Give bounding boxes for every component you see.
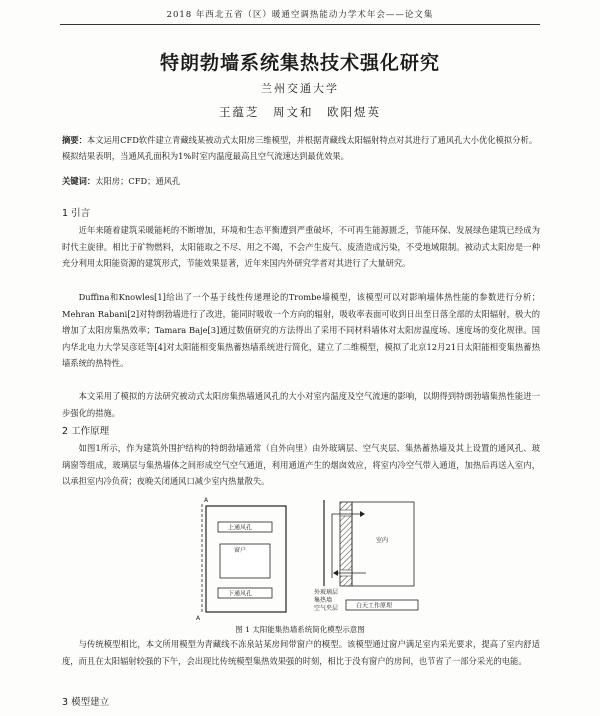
lower-vent-label: 下通风孔 — [228, 590, 253, 598]
indoor-label: 室内 — [376, 537, 389, 544]
air-gap-label: 空气夹层 — [314, 605, 339, 612]
abstract-text: 本文运用CFD软件建立青藏线某被动式太阳房三维模型，并根据青藏线太阳辐射特点对其进行了通风孔大小优化模拟分析。模拟结果表明，当通风孔面积为1%时室内温度最高且空气流速达到最优效果。 — [62, 135, 538, 161]
abstract — [62, 132, 540, 164]
heading-principle: 2 工作原理 — [62, 426, 110, 437]
section-mark-bottom: A — [196, 615, 201, 622]
figure-plan-view — [190, 492, 300, 622]
abstract-label: 摘要： — [62, 135, 87, 145]
day-principle-label: 白天工作原理 — [356, 602, 393, 610]
keywords — [62, 175, 540, 187]
authors: 王蕴芝 周文和 欧阳煜英 — [219, 105, 381, 119]
heading-model: 3 模型建立 — [62, 697, 110, 708]
institution: 兰州交通大学 — [261, 82, 339, 95]
heading-introduction: 1 引言 — [62, 208, 91, 219]
intro-paragraph-1: 近年来随着建筑采暖能耗的不断增加，环境和生态平衡遭到严重破坏，不可再生能源匮乏，节能环保、发展绿色建筑已经成为时代主旋律。相比于矿物燃料，太阳能取之不尽、用之不竭，不会产生废气、废渣造成污染，不受地域限制。被动式太阳房是一种充分利用太阳能资源的建筑形式，节能效果显著，近年来国内外研究学者对其进行了大量研究。 — [62, 225, 540, 269]
paper-title: 特朗勃墙系统集热技术强化研究 — [159, 52, 440, 74]
outer-glass-label: 外玻璃层 — [314, 589, 339, 596]
thermal-wall-label: 集热墙 — [314, 597, 333, 604]
figure-caption: 图 1 太阳能集热墙系统简化模型示意图 — [235, 625, 365, 634]
running-header: 2018 年西北五省（区）暖通空调热能动力学术年会——论文集 — [166, 10, 434, 20]
figure-section-view — [316, 494, 426, 622]
window-label: 窗户 — [234, 547, 247, 554]
comparison-paragraph: 与传统模型相比，本文所用模型为青藏线不冻泉站某房间带窗户的模型。该模型通过窗户满足室内采光要求，提高了室内舒适度，而且在太阳辐射较强的下午，会出现比传统模型集热效果强的时刻，相比于没有窗户的房间，也节省了一部分采光的电能。 — [62, 639, 540, 666]
intro-paragraph-2: Duffina和Knowles[1]给出了一个基于线性传递理论的Trombe墙模型，该模型可以对影响墙体热性能的参数进行分析；Mehran Rabani[2]对特朗勃墙进行了改进，能同时吸收一个方向的辐射，吸收率表面可收到日出至日落全部的太阳辐射，极大的增加了太阳房集热效率；Tamara Baje[3]通过数值研究的方法得出了采用不同材料墙体对太阳房温度场、速度场的变化规律。国内华北电力大学吴彦廷等[4]对太阳能相变集热蓄热墙系统进行简化，建立了二维模型，模拟了北京12月21日太阳能相变集热蓄热墙系统的热特性。 — [62, 292, 540, 369]
section-mark-top: A — [204, 497, 209, 504]
keywords-label: 关键词： — [62, 176, 96, 186]
upper-vent-label: 上通风孔 — [228, 524, 253, 532]
principle-paragraph: 如图1所示，作为建筑外围护结构的特朗勃墙通常（自外向里）由外玻璃层、空气夹层、集热蓄热墙及其上设置的通风孔、玻璃窗等组成，玻璃层与集热墙体之间形成空气空气通道，利用通道产生的烟囱效应，将室内冷空气带入通道，加热后再送入室内，以承担室内冷负荷；夜晚关闭通风口减少室内热量散失。 — [62, 443, 540, 487]
keywords-text: 太阳房；CFD；通风孔 — [95, 176, 181, 186]
intro-paragraph-3: 本文采用了模拟的方法研究被动式太阳房集热墙通风孔的大小对室内温度及空气流速的影响，以期得到特朗勃墙集热性能进一步强化的措施。 — [62, 391, 540, 418]
header-rule — [60, 24, 540, 25]
